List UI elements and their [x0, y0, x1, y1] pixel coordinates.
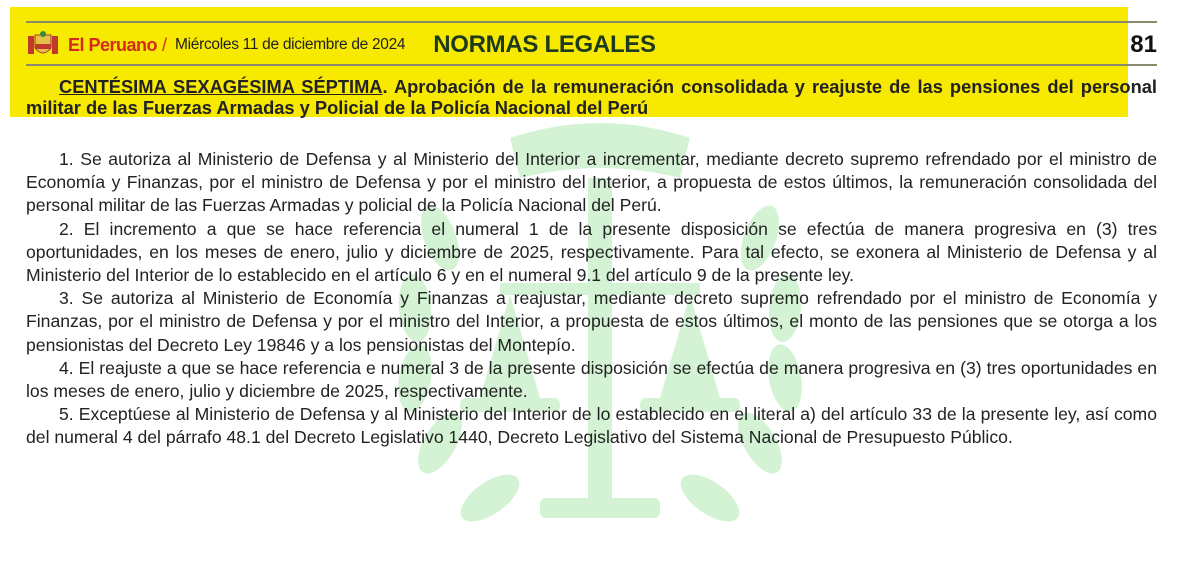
- header-top-rule: [26, 21, 1157, 23]
- paragraph: 4. El reajuste a que se hace referencia e numeral 3 de la presente disposición se efectúa de manera progresiva en (3) tres oportunidades en los meses de enero, julio y diciembre de 2025, respectivamente.: [26, 357, 1157, 402]
- page-number: 81: [1130, 31, 1157, 58]
- brand-name: El Peruano: [68, 34, 158, 55]
- coat-of-arms-logo-icon: [26, 30, 60, 60]
- separator: /: [162, 34, 168, 55]
- paragraph: 3. Se autoriza al Ministerio de Economía y Finanzas a reajustar, mediante decreto supremo refrendado por el ministro de Economía y Finanzas, por el ministro de Defensa y por el ministro del Interior, a propuesta de estos últimos, el monto de las pensiones que se otorga a los pensionistas del Decreto Ley 19846 y a los pensionistas del Montepío.: [26, 288, 1157, 355]
- provision-body: [26, 148, 1157, 450]
- section-title: NORMAS LEGALES: [433, 31, 656, 58]
- paragraph: 1. Se autoriza al Ministerio de Defensa y al Ministerio del Interior a incrementar, mediante decreto supremo refrendado por el ministro de Economía y Finanzas, por el ministro de Defensa y por el ministro del Interior, a propuesta de estos últimos, la remuneración consolidada del personal militar de las Fuerzas Armadas y policial de la Policía Nacional del Perú.: [26, 149, 1157, 216]
- paragraph: 5. Exceptúese al Ministerio de Defensa y al Ministerio del Interior de lo establecido en el literal a) del artículo 33 de la presente ley, así como del numeral 4 del párrafo 48.1 del Decreto Legislativo 1440, Decreto Legislativo del Sistema Nacional de Presupuesto Público.: [26, 404, 1157, 448]
- provision-title: [26, 76, 1157, 118]
- page-header: [26, 26, 1157, 64]
- header-bottom-rule: [26, 64, 1157, 66]
- provision-heading: CENTÉSIMA SEXAGÉSIMA SÉPTIMA: [59, 76, 383, 97]
- issue-date: Miércoles 11 de diciembre de 2024: [175, 36, 406, 53]
- paragraph: 2. El incremento a que se hace referencia el numeral 1 de la presente disposición se efectúa de manera progresiva en (3) tres oportunidades, en los meses de enero, julio y diciembre de 2025, respectivamente. Para tal efecto, se exonera al Ministerio de Defensa y al Ministerio del Interior de lo establecido en el artículo 6 y en el numeral 9.1 del artículo 9 de la presente ley.: [26, 218, 1157, 286]
- provision-title-text: . Aprobación de la remuneración consolidada y reajuste de las pensiones del personal militar de las Fuerzas Armadas y Policial de la Policía Nacional del Perú: [26, 76, 1157, 118]
